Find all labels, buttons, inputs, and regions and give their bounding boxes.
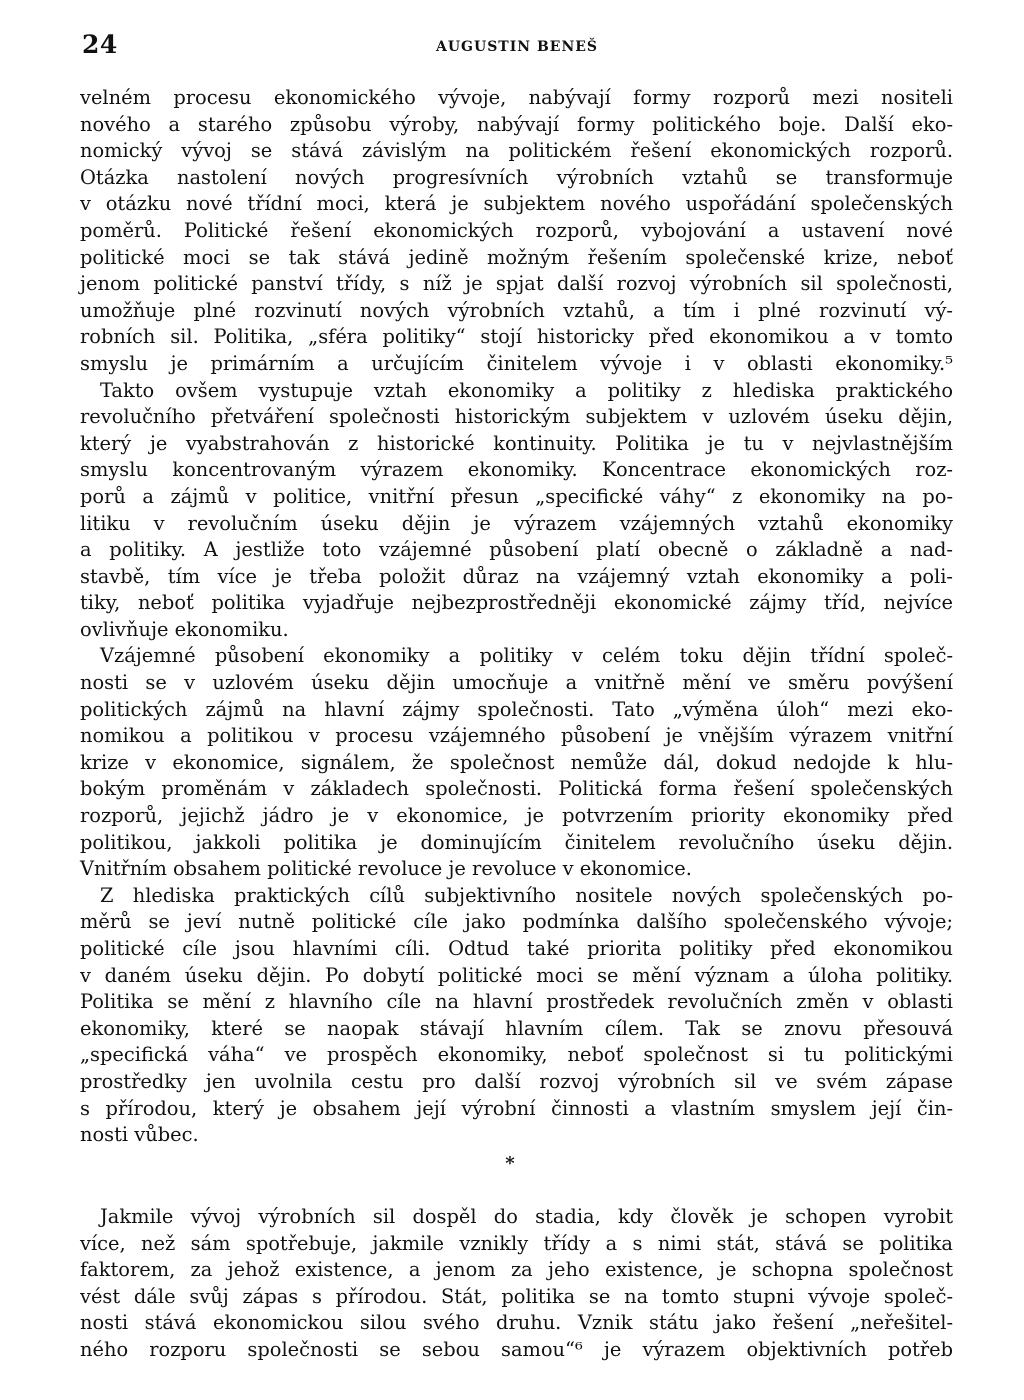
- text-line: porů a zájmů v politice, vnitřní přesun „specifické váhy“ z ekonomiky na po-: [80, 484, 953, 508]
- text-line: nového a starého způsobu výroby, nabývají formy politického boje. Další eko-: [80, 112, 953, 136]
- text-line: faktorem, za jehož existence, a jenom za jeho existence, je schopna společnost: [80, 1258, 953, 1282]
- main-text-block: [80, 85, 953, 1149]
- text-line: smyslu koncentrovaným výrazem ekonomiky. Koncentrace ekonomických roz-: [80, 458, 953, 482]
- text-line: politické cíle jsou hlavními cíli. Odtud také priorita politiky před ekonomikou: [80, 937, 953, 960]
- text-line: nomikou a politikou v procesu vzájemného působení je vnějším výrazem vnitřní: [80, 724, 953, 748]
- text-line: „specifická váha“ ve prospěch ekonomiky, neboť společnost si tu politickými: [80, 1043, 953, 1067]
- section-separator: *: [505, 1153, 515, 1174]
- text-line: v daném úseku dějin. Po dobytí politické moci se mění význam a úloha politiky.: [80, 963, 953, 987]
- text-line: litiku v revolučním úseku dějin je výrazem vzájemných vztahů ekonomiky: [80, 511, 953, 535]
- text-line: Vnitřním obsahem politické revoluce je revoluce v ekonomice.: [80, 857, 692, 881]
- running-head: AUGUSTIN BENEŠ: [435, 39, 599, 55]
- text-line: ovlivňuje ekonomiku.: [80, 617, 289, 641]
- text-line: ného rozporu společnosti se sebou samou“⁶ je výrazem objektivních potřeb: [80, 1337, 953, 1361]
- text-line: rozporů, jejichž jádro je v ekonomice, je potvrzením priority ekonomiky před: [80, 804, 953, 828]
- text-line: robních sil. Politika, „sféra politiky“ stojí historicky před ekonomikou a v tomto: [80, 325, 953, 349]
- page-header: [82, 30, 952, 66]
- text-line: nomický vývoj se stává závislým na politickém řešení ekonomických rozporů.: [80, 139, 953, 163]
- text-line: nosti stává ekonomickou silou svého druhu. Vznik státu jako řešení „neřešitel-: [80, 1311, 953, 1335]
- text-line: nosti se v uzlovém úseku dějin umocňuje a vnitřně mění ve směru povýšení: [80, 671, 953, 695]
- text-line: jenom politické panství třídy, s níž je spjat další rozvoj výrobních sil společnosti,: [80, 272, 953, 296]
- page-number: 24: [82, 30, 118, 59]
- text-line: poměrů. Politické řešení ekonomických rozporů, vybojování a ustavení nové: [80, 218, 953, 242]
- text-line: Takto ovšem vystupuje vztah ekonomiky a politiky z hlediska praktického: [100, 378, 953, 402]
- text-line: Otázka nastolení nových progresívních výrobních vztahů se transformuje: [80, 165, 953, 189]
- text-line: který je vyabstrahován z historické kontinuity. Politika je tu v nejvlastnějším: [80, 431, 953, 455]
- text-line: více, než sám spotřebuje, jakmile vznikly třídy a s nimi stát, stává se politika: [80, 1231, 953, 1255]
- text-line: ekonomiky, které se naopak stávají hlavním cílem. Tak se znovu přesouvá: [80, 1016, 953, 1040]
- text-line: s přírodou, který je obsahem její výrobní činnosti a vlastním smyslem její čin-: [80, 1096, 953, 1120]
- text-line: krize v ekonomice, signálem, že společnost nemůže dál, dokud nedojde k hlu-: [80, 750, 953, 774]
- text-line: měrů se jeví nutně politické cíle jako podmínka dalšího společenského vývoje;: [80, 910, 953, 934]
- text-line: prostředky jen uvolnila cestu pro další rozvoj výrobních sil ve svém zápase: [80, 1069, 953, 1093]
- text-line: politických zájmů na hlavní zájmy společnosti. Tato „výměna úloh“ mezi eko-: [80, 697, 953, 721]
- text-line: smyslu je primárním a určujícím činitelem vývoje i v oblasti ekonomiky.⁵: [80, 351, 953, 375]
- text-line: Vzájemné působení ekonomiky a politiky v celém toku dějin třídní společ-: [100, 644, 953, 668]
- text-line: bokým proměnám v základech společnosti. Politická forma řešení společenských: [80, 777, 953, 801]
- text-line: politikou, jakkoli politika je dominujícím činitelem revolučního úseku dějin.: [80, 830, 953, 854]
- text-line: stavbě, tím více je třeba položit důraz na vzájemný vztah ekonomiky a poli-: [80, 564, 953, 588]
- text-line: vést dále svůj zápas s přírodou. Stát, politika se na tomto stupni vývoje společ-: [80, 1284, 953, 1308]
- text-line: revolučního přetváření společnosti historickým subjektem v uzlovém úseku dějin,: [80, 405, 953, 429]
- text-line: nosti vůbec.: [80, 1123, 199, 1147]
- text-line: Z hlediska praktických cílů subjektivního nositele nových společenských po-: [100, 883, 953, 907]
- text-line: politické moci se tak stává jedině možným řešením společenské krize, neboť: [80, 245, 953, 269]
- text-line: Politika se mění z hlavního cíle na hlavní prostředek revolučních změn v oblasti: [80, 990, 953, 1014]
- text-line: a politiky. A jestliže toto vzájemné působení platí obecně o základně a nad-: [80, 538, 953, 562]
- next-section-text-block: [80, 1204, 953, 1364]
- text-line: umožňuje plné rozvinutí nových výrobních vztahů, a tím i plné rozvinutí vý-: [80, 298, 953, 322]
- text-line: velném procesu ekonomického vývoje, nabývají formy rozporů mezi nositeli: [80, 86, 953, 109]
- text-line: tiky, neboť politika vyjadřuje nejbezprostředněji ekonomické zájmy tříd, nejvíce: [80, 591, 953, 615]
- text-line: Jakmile vývoj výrobních sil dospěl do stadia, kdy člověk je schopen vyrobit: [100, 1205, 953, 1228]
- text-line: v otázku nové třídní moci, která je subjektem nového uspořádání společenských: [80, 192, 953, 216]
